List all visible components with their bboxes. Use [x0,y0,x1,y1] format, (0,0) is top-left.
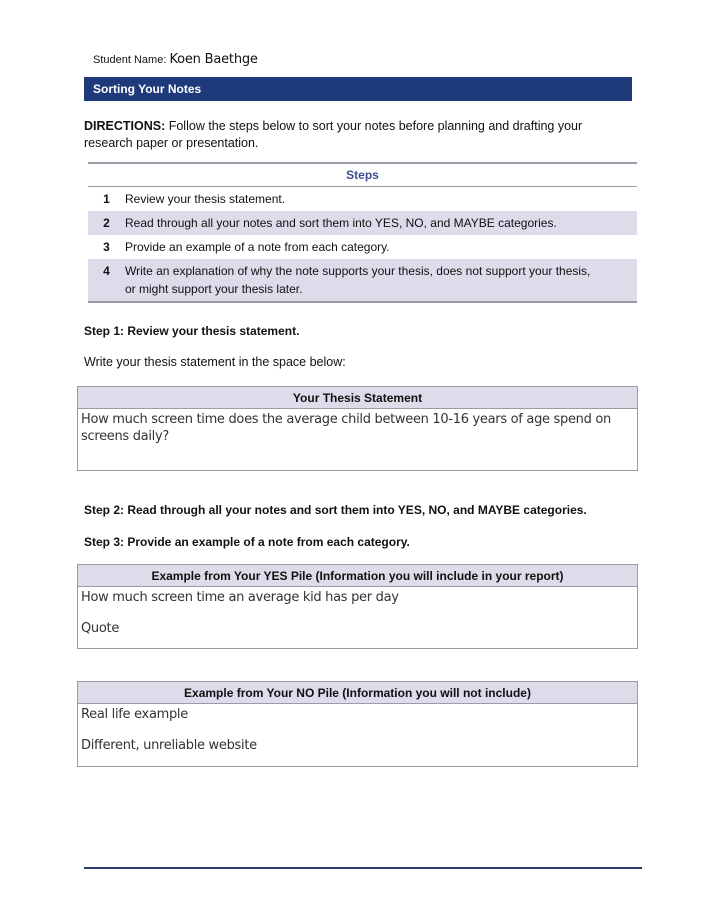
step-text: Write an explanation of why the note supports your thesis, does not support your thesis, or might support your thesis later. [125,259,637,302]
step-text: Read through all your notes and sort them into YES, NO, and MAYBE categories. [125,211,637,235]
step-number: 1 [103,191,110,206]
student-name-line [93,52,258,67]
thesis-text: How much screen time does the average child between 10-16 years of age spend on screens daily? [81,412,612,444]
yes-pile-box[interactable] [77,564,638,649]
table-row [88,211,637,235]
thesis-box[interactable] [77,386,638,471]
directions-label: DIRECTIONS: [84,119,166,133]
steps-table-header: Steps [88,163,637,186]
no-pile-header: Example from Your NO Pile (Information you will not include) [78,682,637,704]
step-text: Review your thesis statement. [125,191,286,206]
thesis-box-header: Your Thesis Statement [78,387,637,409]
no-pile-box[interactable] [77,681,638,767]
steps-table [88,162,637,303]
directions-text: Follow the steps below to sort your notes before planning and drafting your research paper or presentation. [84,119,583,150]
thesis-box-body[interactable] [78,409,637,447]
yes-pile-header: Example from Your YES Pile (Information you will include in your report) [78,565,637,587]
step-number: 2 [88,211,125,235]
table-row [88,186,637,211]
no-pile-body[interactable] [78,704,637,756]
table-row [88,259,637,302]
no-pile-line: Different, unreliable website [81,738,257,753]
step-number: 3 [103,239,110,254]
table-row [88,235,637,259]
page-title: Sorting Your Notes [93,82,202,96]
no-pile-line: Real life example [81,707,188,722]
step-number: 4 [88,259,125,302]
student-name-label: Student Name: [93,54,167,66]
directions-paragraph [84,118,624,152]
yes-pile-line: Quote [81,621,120,636]
student-name-value: Koen Baethge [169,52,258,67]
step1-heading: Step 1: Review your thesis statement. [84,324,300,338]
step-text: Provide an example of a note from each category. [125,239,390,254]
step1-instruction: Write your thesis statement in the space below: [84,355,346,369]
step3-heading: Step 3: Provide an example of a note from each category. [84,535,410,549]
footer-divider [84,867,642,869]
page-title-bar [84,77,632,101]
yes-pile-line: How much screen time an average kid has per day [81,590,399,605]
yes-pile-body[interactable] [78,587,637,639]
step2-heading: Step 2: Read through all your notes and sort them into YES, NO, and MAYBE categories. [84,503,587,517]
